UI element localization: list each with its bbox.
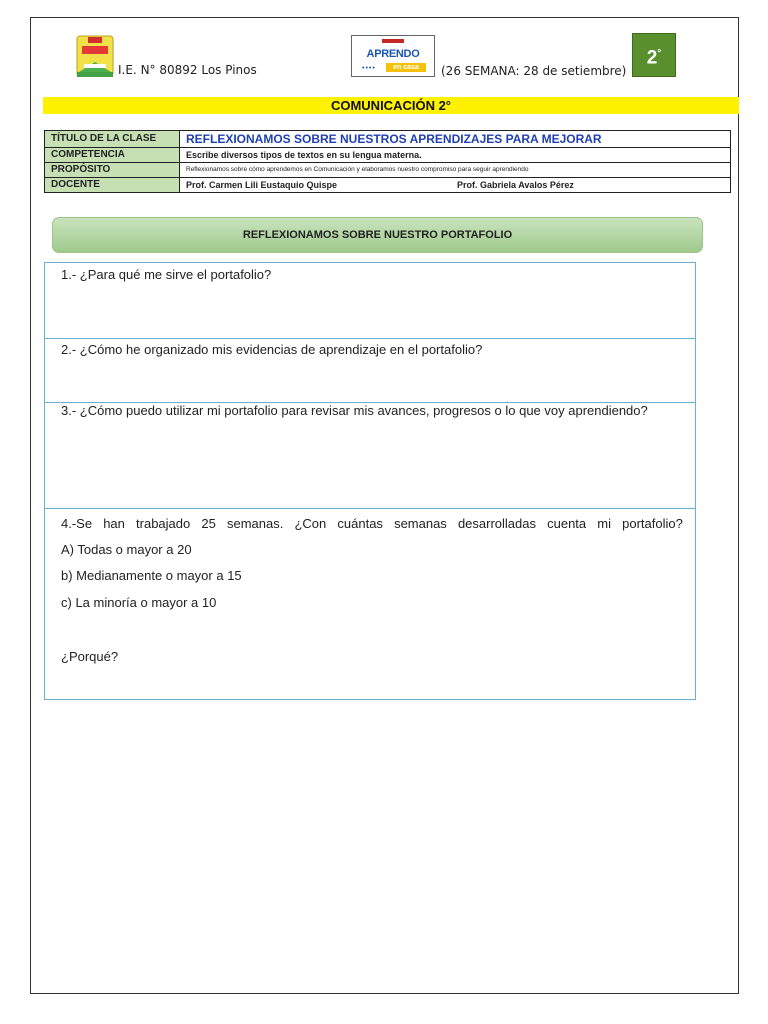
dots-icon: •••• — [362, 65, 376, 72]
teacher-1: Prof. Carmen Lili Eustaquio Quispe — [186, 180, 338, 190]
grade-number: 2 — [646, 47, 658, 69]
aprendo-en-casa-logo — [351, 35, 435, 77]
grade-mark: ° — [657, 48, 662, 59]
question-box-1[interactable] — [44, 262, 696, 339]
option-b: b) Medianamente o mayor a 15 — [61, 568, 242, 583]
q4-word: 4.-Se — [61, 516, 93, 531]
question-3: 3.- ¿Cómo puedo utilizar mi portafolio para revisar mis avances, progresos o lo que voy aprendiendo? — [61, 403, 648, 418]
row-label: TÍTULO DE LA CLASE — [45, 131, 180, 148]
question-box-2[interactable] — [44, 338, 696, 403]
section-title: REFLEXIONAMOS SOBRE NUESTRO PORTAFOLIO — [52, 217, 703, 253]
class-info-table — [44, 130, 731, 193]
table-row — [45, 163, 731, 178]
table-row — [45, 148, 731, 163]
q4-word: 25 — [201, 516, 216, 531]
aprendo-title: APRENDO — [366, 48, 420, 60]
row-label: PROPÓSITO — [45, 163, 180, 178]
teachers-cell — [180, 178, 731, 193]
flag-icon — [382, 39, 404, 43]
week-label: (26 SEMANA: 28 de setiembre) — [441, 64, 627, 78]
q4-word: portafolio? — [622, 516, 683, 531]
table-row — [45, 131, 731, 148]
q4-word: trabajado — [136, 516, 191, 531]
question-box-3[interactable] — [44, 402, 696, 509]
row-label: COMPETENCIA — [45, 148, 180, 163]
teacher-2: Prof. Gabriela Avalos Pérez — [457, 180, 574, 190]
q4-word: cuántas — [337, 516, 383, 531]
question-1: 1.- ¿Para qué me sirve el portafolio? — [61, 267, 272, 282]
question-box-4[interactable] — [44, 508, 696, 700]
q4-word: desarrolladas — [457, 516, 536, 531]
school-name: I.E. N° 80892 Los Pinos — [118, 63, 257, 77]
why-prompt: ¿Porqué? — [61, 649, 119, 664]
option-c: c) La minoría o mayor a 10 — [61, 595, 217, 610]
row-value: Reflexionamos sobre cómo aprendemos en Comunicación y elaboramos nuestro compromiso para seguir aprendiendo — [180, 163, 731, 178]
q4-word: han — [103, 516, 125, 531]
option-a: A) Todas o mayor a 20 — [61, 542, 192, 557]
q4-word: semanas. — [226, 516, 284, 531]
row-label: DOCENTE — [45, 178, 180, 193]
aprendo-subtitle: en casa — [386, 63, 426, 72]
q4-word: semanas — [394, 516, 447, 531]
table-row — [45, 178, 731, 193]
row-value: Escribe diversos tipos de textos en su lengua materna. — [180, 148, 731, 163]
row-value: REFLEXIONAMOS SOBRE NUESTROS APRENDIZAJES PARA MEJORAR — [180, 131, 731, 148]
subject-banner: COMUNICACIÓN 2° — [43, 97, 739, 114]
q4-word: mi — [597, 516, 611, 531]
grade-badge — [632, 33, 676, 77]
question-4 — [61, 516, 683, 531]
question-2: 2.- ¿Cómo he organizado mis evidencias de aprendizaje en el portafolio? — [61, 342, 483, 357]
school-crest-icon — [74, 34, 116, 80]
q4-word: cuenta — [547, 516, 587, 531]
q4-word: ¿Con — [294, 516, 327, 531]
